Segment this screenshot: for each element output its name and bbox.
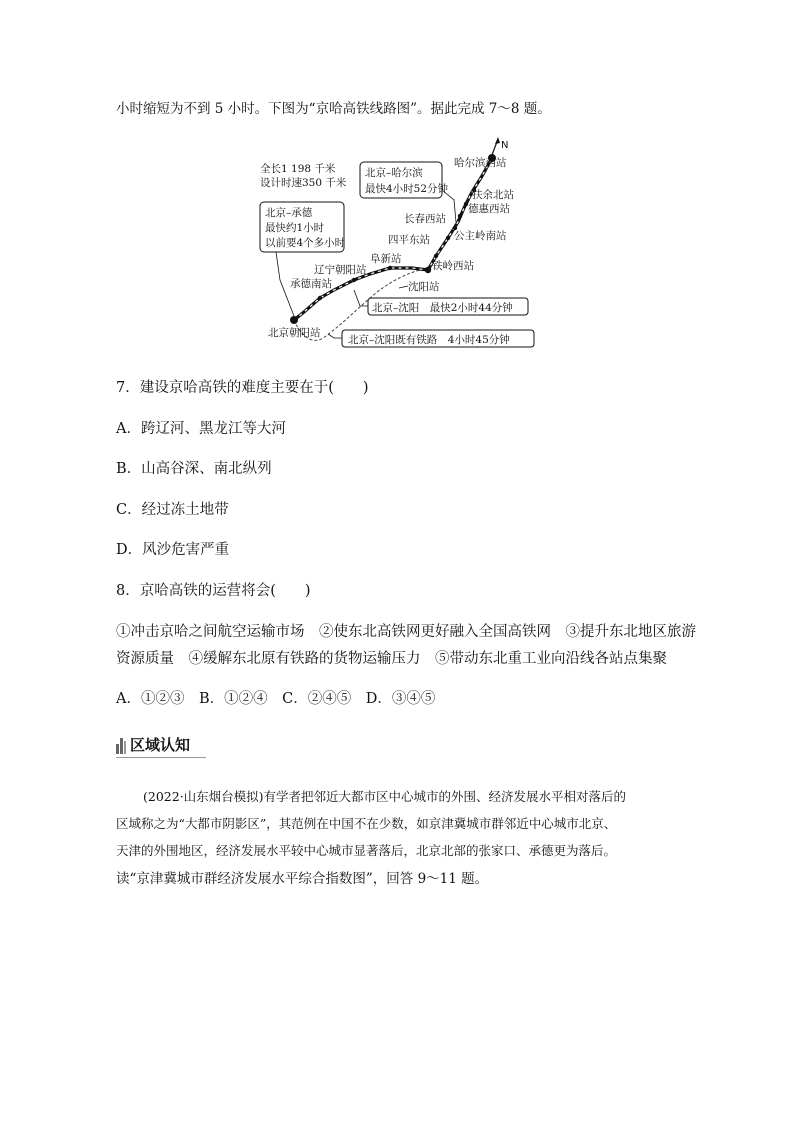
label-chengde-south: 承德南站	[290, 278, 332, 290]
box-bj-cd-line3: 以前要4个多小时	[265, 237, 346, 249]
station-dot-fuxin	[388, 266, 392, 270]
q7-stem: 7．建设京哈高铁的难度主要在于( )	[116, 380, 369, 396]
station-dot-changchun	[458, 214, 462, 218]
q7-option-a: A．跨辽河、黑龙江等大河	[116, 421, 286, 437]
q7-option-d: D．风沙危害严重	[116, 542, 230, 558]
station-dot-siping	[446, 236, 450, 240]
label-fuxin: 阜新站	[370, 253, 402, 265]
label-dehui-west: 德惠西站	[468, 203, 510, 215]
passage-line2: 区域称之为“大都市阴影区”，其范例在中国不在少数，如京津冀城市群邻近中心城市北京、	[116, 816, 617, 831]
box-bj-cd-line1: 北京–承德	[265, 207, 313, 219]
station-dot-tieling	[434, 254, 438, 258]
station-dot-shenyang	[425, 267, 431, 273]
label-changchun-west: 长春西站	[404, 213, 446, 225]
box-bj-heb-line1: 北京–哈尔滨	[365, 167, 423, 179]
passage-line1: (2022·山东烟台模拟)有学者把邻近大都市区中心城市的外围、经济发展水平相对落后的	[143, 789, 627, 804]
box-bj-sy: 北京–沈阳 最快2小时44分钟	[372, 302, 513, 314]
label-harbin-west: 哈尔滨西站	[454, 157, 507, 169]
q8-stem: 8．京哈高铁的运营将会( )	[116, 583, 311, 599]
section-heading	[116, 734, 206, 758]
north-arrow-icon	[492, 137, 500, 155]
q7-option-c: C．经过冻土地带	[116, 502, 229, 518]
box-bj-cd-line2: 最快约1小时	[265, 222, 325, 234]
label-fuyu-north: 扶余北站	[472, 189, 514, 201]
passage-line3: 天津的外围地区，经济发展水平较中心城市显著落后，北京北部的张家口、承德更为落后。	[116, 843, 617, 858]
intro-line: 小时缩短为不到 5 小时。下图为“京哈高铁线路图”。据此完成 7～8 题。	[116, 101, 551, 117]
box-bj-sy-old: 北京–沈阳既有铁路 4小时45分钟	[348, 334, 510, 346]
north-label: N	[501, 140, 509, 151]
q8-items-line2: 资源质量 ④缓解东北原有铁路的货物运输压力 ⑤带动东北重工业向沿线各站点集聚	[116, 651, 667, 667]
q7-option-b: B．山高谷深、南北纵列	[116, 461, 272, 477]
section-title: 区域认知	[130, 736, 191, 754]
label-gongzhuling-south: 公主岭南站	[454, 230, 507, 242]
length-note-2: 设计时速350 千米	[260, 177, 347, 189]
length-note-1: 全长1 198 千米	[260, 163, 336, 175]
label-tieling-west: 铁岭西站	[432, 260, 474, 272]
label-beijing-chaoyang: 北京朝阳站	[268, 327, 321, 339]
q8-options: A．①②③ B．①②④ C．②④⑤ D．③④⑤	[116, 691, 436, 707]
label-shenyang: 沈阳站	[408, 281, 440, 293]
box-bj-heb-line2: 最快4小时52分钟	[365, 183, 449, 195]
q8-items-line1: ①冲击京哈之间航空运输市场 ②使东北高铁网更好融入全国高铁网 ③提升东北地区旅游	[116, 624, 696, 640]
section-bar-icon	[116, 738, 126, 754]
railway-map	[250, 130, 550, 355]
label-liaoning-chaoyang: 辽宁朝阳站	[314, 264, 367, 276]
station-dot-chengde	[318, 296, 322, 300]
station-dot-beijing	[290, 316, 298, 324]
label-siping-east: 四平东站	[388, 234, 430, 246]
station-dot-chaoyang	[352, 278, 356, 282]
passage-line4: 读“京津冀城市群经济发展水平综合指数图”，回答 9～11 题。	[116, 871, 489, 887]
